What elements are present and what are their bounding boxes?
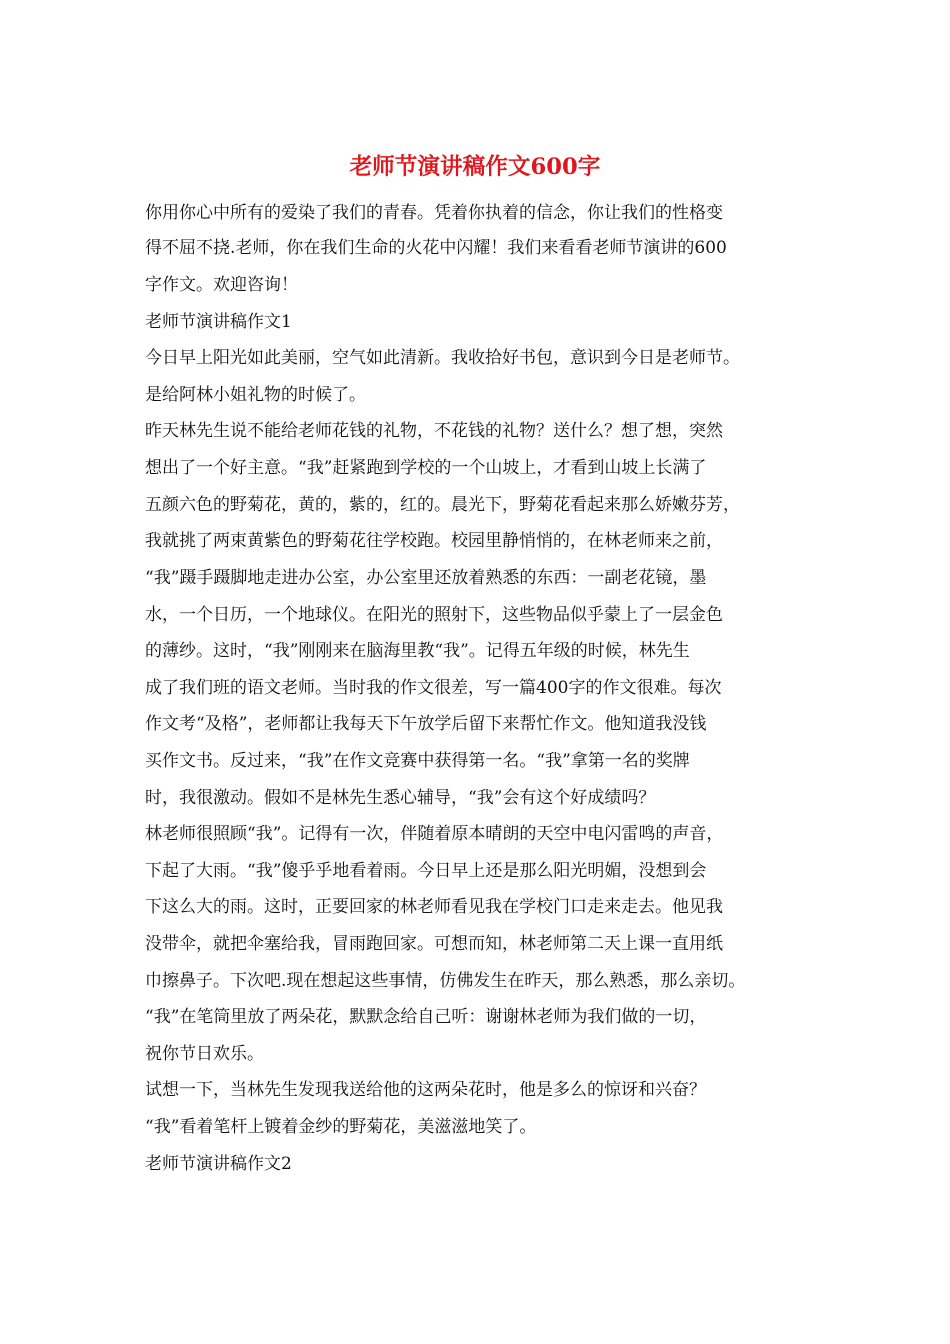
text-line: 下这么大的雨。这时，正要回家的林老师看见我在学校门口走来走去。他见我 bbox=[145, 897, 723, 917]
text-line: 买作文书。反过来，“我”在作文竞赛中获得第一名。“我”拿第一名的奖牌 bbox=[145, 751, 690, 771]
text-line: 巾擦鼻子。下次吧.现在想起这些事情，仿佛发生在昨天，那么熟悉，那么亲切。 bbox=[145, 971, 746, 991]
text-line: “我”看着笔杆上镀着金纱的野菊花，美滋滋地笑了。 bbox=[145, 1117, 537, 1137]
text-line: 试想一下，当林先生发现我送给他的这两朵花时，他是多么的惊讶和兴奋？ bbox=[145, 1080, 706, 1100]
text-line: 没带伞，就把伞塞给我，冒雨跑回家。可想而知，林老师第二天上课一直用纸 bbox=[145, 934, 723, 954]
text-line: 的薄纱。这时，“我”刚刚来在脑海里教“我”。记得五年级的时候，林先生 bbox=[145, 641, 690, 661]
text-line: 下起了大雨。“我”傻乎乎地看着雨。今日早上还是那么阳光明媚，没想到会 bbox=[145, 861, 707, 881]
text-line: 成了我们班的语文老师。当时我的作文很差，写一篇400字的作文很难。每次 bbox=[145, 678, 722, 698]
text-line: 林老师很照顾“我”。记得有一次，伴随着原本晴朗的天空中电闪雷鸣的声音， bbox=[145, 824, 724, 844]
text-line: 祝你节日欢乐。 bbox=[145, 1044, 264, 1064]
text-line: 水，一个日历，一个地球仪。在阳光的照射下，这些物品似乎蒙上了一层金色 bbox=[145, 605, 723, 625]
section-heading: 老师节演讲稿作文1 bbox=[145, 312, 292, 332]
text-line: 五颜六色的野菊花，黄的，紫的，红的。晨光下，野菊花看起来那么娇嫩芬芳， bbox=[145, 495, 740, 515]
text-line: 今日早上阳光如此美丽，空气如此清新。我收拾好书包，意识到今日是老师节。 bbox=[145, 348, 740, 368]
text-line: 昨天林先生说不能给老师花钱的礼物，不花钱的礼物？送什么？想了想，突然 bbox=[145, 421, 723, 441]
text-line: 是给阿林小姐礼物的时候了。 bbox=[145, 385, 366, 405]
text-line: 想出了一个好主意。“我”赶紧跑到学校的一个山坡上，才看到山坡上长满了 bbox=[145, 458, 707, 478]
text-line: “我”蹑手蹑脚地走进办公室，办公室里还放着熟悉的东西：一副老花镜，墨 bbox=[145, 568, 707, 588]
document-title: 老师节演讲稿作文600字 bbox=[349, 154, 601, 180]
text-line: 字作文。欢迎咨询！ bbox=[145, 275, 298, 295]
text-line: 作文考“及格”，老师都让我每天下午放学后留下来帮忙作文。他知道我没钱 bbox=[145, 714, 707, 734]
text-line: “我”在笔筒里放了两朵花，默默念给自己听：谢谢林老师为我们做的一切， bbox=[145, 1007, 707, 1027]
text-line: 我就挑了两束黄紫色的野菊花往学校跑。校园里静悄悄的，在林老师来之前， bbox=[145, 531, 723, 551]
section-heading: 老师节演讲稿作文2 bbox=[145, 1154, 292, 1174]
text-line: 时，我很激动。假如不是林先生悉心辅导，“我”会有这个好成绩吗？ bbox=[145, 788, 656, 808]
text-line: 你用你心中所有的爱染了我们的青春。凭着你执着的信念，你让我们的性格变 bbox=[145, 203, 723, 223]
text-line: 得不屈不挠.老师，你在我们生命的火花中闪耀！我们来看看老师节演讲的600 bbox=[145, 238, 727, 258]
